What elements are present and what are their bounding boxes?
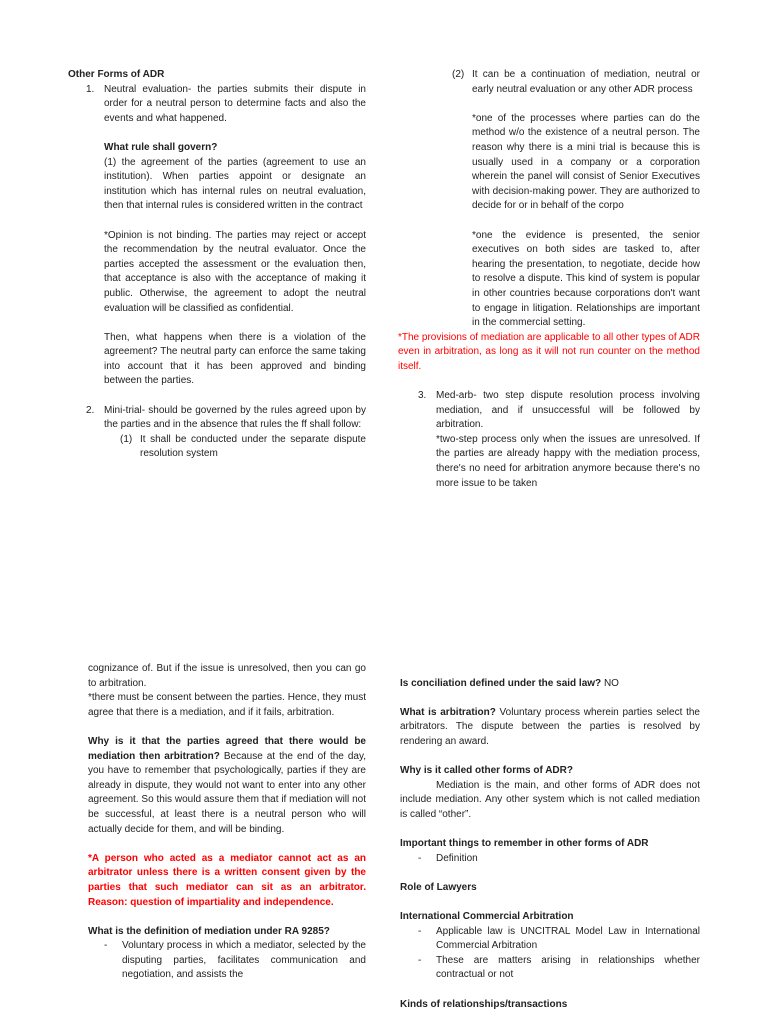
paragraph: *one the evidence is presented, the senior executives on both sides are tasked to, after hearing the presentation, to negotiate, decide how to resolve a dispute. This kind of system is popular in other countries because corporations don't want to engage in litigation. Relationships are important in the commercial setting.	[472, 229, 700, 329]
list-number: 2.	[86, 404, 95, 416]
list-number: (1)	[120, 433, 133, 445]
paragraph: Mediation is the main, and other forms of ADR does not include mediation. Any other system which is not called mediation is called “other”.	[400, 779, 700, 820]
paragraph	[400, 706, 700, 750]
question-heading: Why is it called other forms of ADR?	[400, 765, 573, 777]
list-item-text: Neutral evaluation- the parties submits their dispute in order for a neutral person to determine facts and also the events and what happened.	[104, 83, 366, 124]
bullet-item	[418, 852, 700, 867]
answer-text: NO	[603, 677, 619, 689]
bullet-dash: -	[418, 852, 422, 864]
list-item-text: Med-arb- two step dispute resolution process involving mediation, and if unsuccessful will be followed by arbitration.	[436, 390, 700, 431]
section-heading: Role of Lawyers	[400, 881, 477, 893]
paragraph: cognizance of. But if the issue is unresolved, then you can go to arbitration.	[88, 663, 366, 689]
sub-list-item	[120, 433, 366, 462]
section-heading: Other Forms of ADR	[68, 69, 165, 80]
bullet-text: Voluntary process in which a mediator, selected by the disputing parties, facilitates communication and negotiation, and assists the	[122, 940, 366, 981]
list-item-text: It shall be conducted under the separate dispute resolution system	[140, 433, 366, 460]
page1-right-column	[398, 68, 700, 491]
list-number: 1.	[86, 83, 95, 95]
page2-right-column	[400, 662, 700, 1012]
section-heading: Important things to remember in other forms of ADR	[400, 838, 649, 850]
page2-left-column	[88, 662, 366, 983]
list-number: 3.	[418, 390, 427, 402]
answer-text: Voluntary process wherein parties select the arbitrators. The dispute between the parties is resolved by rendering an award.	[400, 706, 700, 747]
paragraph	[88, 735, 366, 837]
paragraph: *one of the processes where parties can do the method w/o the existence of a neutral person. The reason why there is a mini trial is because this is usually used in a company or a corporation wherein the panel will consist of Senior Executives with decision-making power. They are authorized to decide for or in behalf of the corpo	[472, 112, 700, 212]
paragraph: *there must be consent between the parties. Hence, they must agree that there is a mediation, and if it fails, arbitration.	[88, 692, 366, 718]
bullet-text: Applicable law is UNCITRAL Model Law in International Commercial Arbitration	[436, 925, 700, 952]
list-number: (2)	[452, 69, 465, 80]
list-item-med-arb	[418, 389, 700, 433]
question-heading: Is conciliation defined under the said law?	[400, 677, 602, 689]
paragraph: *Opinion is not binding. The parties may reject or accept the recommendation by the neutral evaluator. Once the parties accepted the assessment or the evaluation then, that acceptance is also with the acceptance of making it public. Otherwise, the agreement to adopt the neutral evaluation will be classified as confidential.	[104, 229, 366, 314]
bullet-dash: -	[104, 940, 108, 952]
list-item-text: It can be a continuation of mediation, neutral or early neutral evaluation or any other ADR process	[472, 69, 700, 95]
neutral-evaluation-body	[104, 126, 366, 389]
paragraph: *two-step process only when the issues are unresolved. If the parties are already happy with the mediation process, there's no need for arbitration anymore because there's no more issue to be taken	[436, 433, 700, 489]
question-heading: What is arbitration?	[400, 706, 496, 718]
bullet-item	[104, 939, 366, 983]
paragraph: (1) the agreement of the parties (agreement to use an institution). When parties appoint or designate an institution which has internal rules on neutral evaluation, then that internal rules is considered written in the contract	[104, 156, 366, 212]
list-item-text: Mini-trial- should be governed by the rules agreed upon by the parties and in the absence that rules the ff shall follow:	[104, 404, 366, 431]
question-heading: What is the definition of mediation under RA 9285?	[88, 925, 330, 937]
paragraph: Then, what happens when there is a violation of the agreement? The neutral party can enforce the same taking into account that it has been approved and binding between the parties.	[104, 331, 366, 387]
bullet-text: These are matters arising in relationships whether contractual or not	[436, 954, 700, 981]
bullet-text: Definition	[436, 852, 478, 864]
list-item-neutral-evaluation	[86, 83, 366, 127]
bullet-dash: -	[418, 925, 422, 937]
mini-trial-notes	[472, 97, 700, 331]
bullet-dash: -	[418, 954, 422, 966]
answer-text: Because at the end of the day, you have to remember that psychologically, parties if they are already in dispute, they would not want to enter into any other agreement. So this would assure them that if mediation will not be successful, at least there is a neutral person who will actually decide for them, and will be binding.	[88, 750, 366, 835]
sub-list-item	[452, 68, 700, 97]
section-heading: Kinds of relationships/transactions	[400, 998, 568, 1010]
paragraph	[400, 677, 700, 692]
question-heading: Why is it that the parties agreed that there would be mediation then arbitration?	[88, 735, 366, 762]
question-heading: What rule shall govern?	[104, 141, 218, 153]
red-note: *The provisions of mediation are applicable to all other types of ADR even in arbitration, as long as it will not run counter on the method itself.	[398, 331, 700, 372]
section-heading: International Commercial Arbitration	[400, 911, 574, 923]
list-item-mini-trial	[86, 404, 366, 433]
bullet-item	[418, 925, 700, 954]
page1-left-column	[68, 68, 366, 462]
red-bold-note: *A person who acted as a mediator cannot act as an arbitrator unless there is a written consent given by the parties that such mediator can sit as an arbitrator. Reason: question of impartiality and independence.	[88, 852, 366, 908]
bullet-item	[418, 954, 700, 983]
